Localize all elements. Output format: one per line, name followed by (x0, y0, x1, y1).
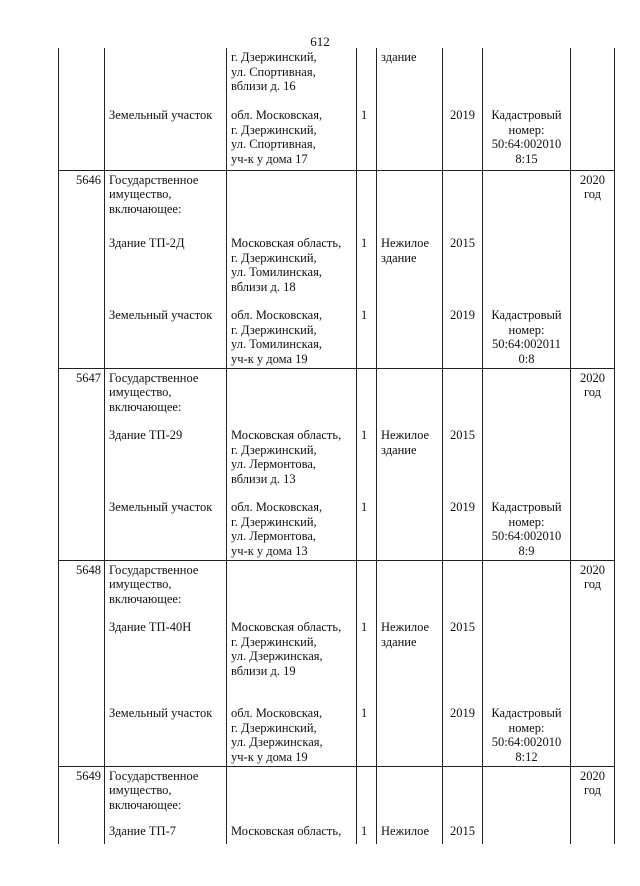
cell-address (227, 822, 357, 844)
table-row-entry-header (59, 368, 615, 426)
cadastre-line: Кадастровый (491, 706, 562, 720)
cell-purpose (377, 822, 443, 844)
cell-purpose (377, 106, 443, 170)
table-row-entry-header (59, 560, 615, 618)
cell-name (105, 170, 227, 234)
address-line: Московская область, (231, 236, 342, 250)
cell-purpose (377, 306, 443, 368)
cell-cadastre (483, 766, 571, 822)
date-line: год (583, 385, 602, 399)
cell-address (227, 426, 357, 498)
cadastre-line: 8:9 (518, 543, 535, 558)
cell-cadastre (483, 48, 571, 106)
address-line: вблизи д. 13 (231, 471, 296, 486)
address-line: вблизи д. 19 (231, 663, 296, 678)
cell-qty: 1 (357, 822, 377, 844)
header-line: Государственное (109, 370, 199, 385)
cadastre-line: 50:64:002011 (492, 337, 561, 351)
purpose-line: Нежилое (381, 824, 430, 838)
address-line: г. Дзержинский, (231, 50, 317, 64)
cell-cadastre (483, 306, 571, 368)
property-table (58, 48, 615, 844)
table-row-land (59, 306, 615, 368)
cadastre-line: номер: (508, 514, 545, 529)
cell-purpose (377, 498, 443, 560)
cell-qty: 1 (357, 234, 377, 306)
cell-name (105, 766, 227, 822)
cell-number (59, 498, 105, 560)
cadastre-line: 50:64:002010 (491, 735, 562, 749)
purpose-line: здание (381, 442, 417, 457)
address-line: г. Дзержинский, (231, 442, 317, 457)
date-line: 2020 (580, 370, 605, 385)
cell-name: Здание ТП-40Н (105, 618, 227, 704)
page-number: 612 (310, 34, 330, 49)
cell-address (227, 498, 357, 560)
address-line: г. Дзержинский, (231, 122, 317, 137)
header-line: имущество, (109, 783, 172, 797)
cadastre-line: номер: (508, 720, 545, 735)
cell-year: 2015 (443, 234, 483, 306)
purpose-line: Нежилое (381, 236, 430, 250)
header-line: Государственное (109, 562, 199, 577)
date-line: год (583, 783, 602, 797)
address-line: обл. Московская, (231, 108, 323, 122)
cell-purpose (377, 170, 443, 234)
header-line: включающее: (109, 399, 182, 414)
cadastre-line: 8:15 (515, 151, 538, 166)
cell-address (227, 48, 357, 106)
cell-address (227, 560, 357, 618)
cell-address (227, 234, 357, 306)
address-line: ул. Спортивная, (231, 64, 316, 79)
cell-qty: 1 (357, 498, 377, 560)
cell-number: 5648 (59, 560, 105, 618)
cell-date (571, 560, 615, 618)
date-line: 2020 (580, 768, 605, 783)
cell-year: 2019 (443, 704, 483, 766)
cell-name: Здание ТП-7 (105, 822, 227, 844)
cell-name (105, 48, 227, 106)
property-table-wrap (58, 48, 615, 844)
cell-date (571, 498, 615, 560)
table-row-continuation (59, 48, 615, 106)
cell-date (571, 618, 615, 704)
address-line: ул. Дзержинская, (231, 735, 323, 749)
address-line: г. Дзержинский, (231, 720, 317, 735)
cell-qty (357, 368, 377, 426)
table-row-building (59, 618, 615, 704)
address-line: Московская область, (231, 824, 342, 838)
header-line: Государственное (109, 768, 199, 783)
cell-date (571, 704, 615, 766)
cell-purpose (377, 704, 443, 766)
cell-number (59, 48, 105, 106)
cell-qty (357, 560, 377, 618)
cell-address (227, 618, 357, 704)
address-line: ул. Томилинская, (231, 265, 322, 279)
address-line: Московская область, (231, 620, 342, 634)
cell-name (105, 560, 227, 618)
cell-address (227, 704, 357, 766)
cadastre-line: 8:12 (515, 749, 538, 764)
purpose-line: здание (381, 634, 417, 649)
cell-year (443, 766, 483, 822)
cell-qty: 1 (357, 618, 377, 704)
cell-name: Земельный участок (105, 106, 227, 170)
cell-purpose (377, 48, 443, 106)
cell-cadastre (483, 368, 571, 426)
cell-purpose (377, 618, 443, 704)
cell-address (227, 170, 357, 234)
cell-qty: 1 (357, 426, 377, 498)
cell-date (571, 766, 615, 822)
cell-number (59, 106, 105, 170)
purpose-line: здание (381, 250, 417, 265)
purpose-line: здание (381, 50, 417, 64)
header-line: имущество, (109, 577, 172, 591)
cell-name: Земельный участок (105, 306, 227, 368)
address-line: обл. Московская, (231, 308, 323, 322)
cell-number: 5649 (59, 766, 105, 822)
cell-number (59, 306, 105, 368)
cell-number: 5647 (59, 368, 105, 426)
address-line: ул. Лермонтова, (231, 529, 316, 543)
cell-qty (357, 170, 377, 234)
cell-name: Здание ТП-2Д (105, 234, 227, 306)
cell-cadastre (483, 106, 571, 170)
cell-cadastre (483, 704, 571, 766)
cell-name (105, 368, 227, 426)
address-line: Московская область, (231, 428, 342, 442)
header-line: включающее: (109, 201, 182, 216)
address-line: обл. Московская, (231, 706, 323, 720)
table-row-entry-header (59, 170, 615, 234)
cell-year (443, 368, 483, 426)
cell-cadastre (483, 822, 571, 844)
address-line: г. Дзержинский, (231, 634, 317, 649)
table-row-building (59, 234, 615, 306)
address-line: уч-к у дома 13 (231, 543, 308, 558)
cell-cadastre (483, 426, 571, 498)
cadastre-line: Кадастровый (491, 500, 562, 514)
table-row-entry-header (59, 766, 615, 822)
cell-year: 2019 (443, 306, 483, 368)
cell-name: Земельный участок (105, 704, 227, 766)
header-line: имущество, (109, 187, 172, 201)
purpose-line: Нежилое (381, 428, 430, 442)
cell-number (59, 426, 105, 498)
cell-date (571, 48, 615, 106)
cell-purpose (377, 766, 443, 822)
header-line: включающее: (109, 591, 182, 606)
cadastre-line: Кадастровый (491, 308, 562, 322)
cell-address (227, 766, 357, 822)
address-line: обл. Московская, (231, 500, 323, 514)
address-line: вблизи д. 18 (231, 279, 296, 294)
header-line: Государственное (109, 172, 199, 187)
cell-cadastre (483, 170, 571, 234)
cadastre-line: 0:8 (518, 351, 535, 366)
address-line: вблизи д. 16 (231, 79, 296, 93)
table-row-land (59, 106, 615, 170)
cell-date (571, 306, 615, 368)
cell-date (571, 822, 615, 844)
header-line: включающее: (109, 797, 182, 812)
cell-date (571, 368, 615, 426)
address-line: г. Дзержинский, (231, 514, 317, 529)
address-line: ул. Томилинская, (231, 337, 322, 351)
cell-date (571, 426, 615, 498)
address-line: уч-к у дома 19 (231, 351, 308, 366)
cell-name: Земельный участок (105, 498, 227, 560)
cell-purpose (377, 234, 443, 306)
table-row-land (59, 704, 615, 766)
cadastre-line: номер: (508, 122, 545, 137)
cell-qty (357, 766, 377, 822)
cell-year: 2015 (443, 822, 483, 844)
date-line: 2020 (580, 172, 605, 187)
cell-year: 2019 (443, 106, 483, 170)
cadastre-line: номер: (508, 322, 545, 337)
cell-qty (357, 48, 377, 106)
cadastre-line: Кадастровый (491, 108, 562, 122)
cell-cadastre (483, 560, 571, 618)
cell-address (227, 306, 357, 368)
cadastre-line: 50:64:002010 (491, 137, 562, 151)
table-row-land (59, 498, 615, 560)
cell-address (227, 106, 357, 170)
date-line: 2020 (580, 562, 605, 577)
cell-qty: 1 (357, 106, 377, 170)
address-line: г. Дзержинский, (231, 250, 317, 265)
cell-year (443, 48, 483, 106)
date-line: год (583, 577, 602, 591)
cadastre-line: 50:64:002010 (491, 529, 562, 543)
cell-year (443, 560, 483, 618)
cell-purpose (377, 560, 443, 618)
cell-number (59, 704, 105, 766)
cell-qty: 1 (357, 306, 377, 368)
cell-number (59, 234, 105, 306)
cell-date (571, 170, 615, 234)
date-line: год (583, 187, 602, 201)
cell-year (443, 170, 483, 234)
purpose-line: Нежилое (381, 620, 430, 634)
cell-address (227, 368, 357, 426)
cell-date (571, 106, 615, 170)
cell-number (59, 822, 105, 844)
cell-cadastre (483, 618, 571, 704)
address-line: ул. Спортивная, (231, 137, 316, 151)
address-line: уч-к у дома 19 (231, 749, 308, 764)
table-row-building (59, 426, 615, 498)
cell-purpose (377, 368, 443, 426)
cell-cadastre (483, 498, 571, 560)
cell-cadastre (483, 234, 571, 306)
table-body (59, 48, 615, 844)
address-line: уч-к у дома 17 (231, 151, 308, 166)
cell-purpose (377, 426, 443, 498)
address-line: г. Дзержинский, (231, 322, 317, 337)
cell-number: 5646 (59, 170, 105, 234)
address-line: ул. Лермонтова, (231, 457, 316, 471)
header-line: имущество, (109, 385, 172, 399)
cell-year: 2019 (443, 498, 483, 560)
cell-date (571, 234, 615, 306)
table-row-building (59, 822, 615, 844)
cell-year: 2015 (443, 618, 483, 704)
cell-qty: 1 (357, 704, 377, 766)
cell-year: 2015 (443, 426, 483, 498)
address-line: ул. Дзержинская, (231, 649, 323, 663)
cell-name: Здание ТП-29 (105, 426, 227, 498)
cell-number (59, 618, 105, 704)
